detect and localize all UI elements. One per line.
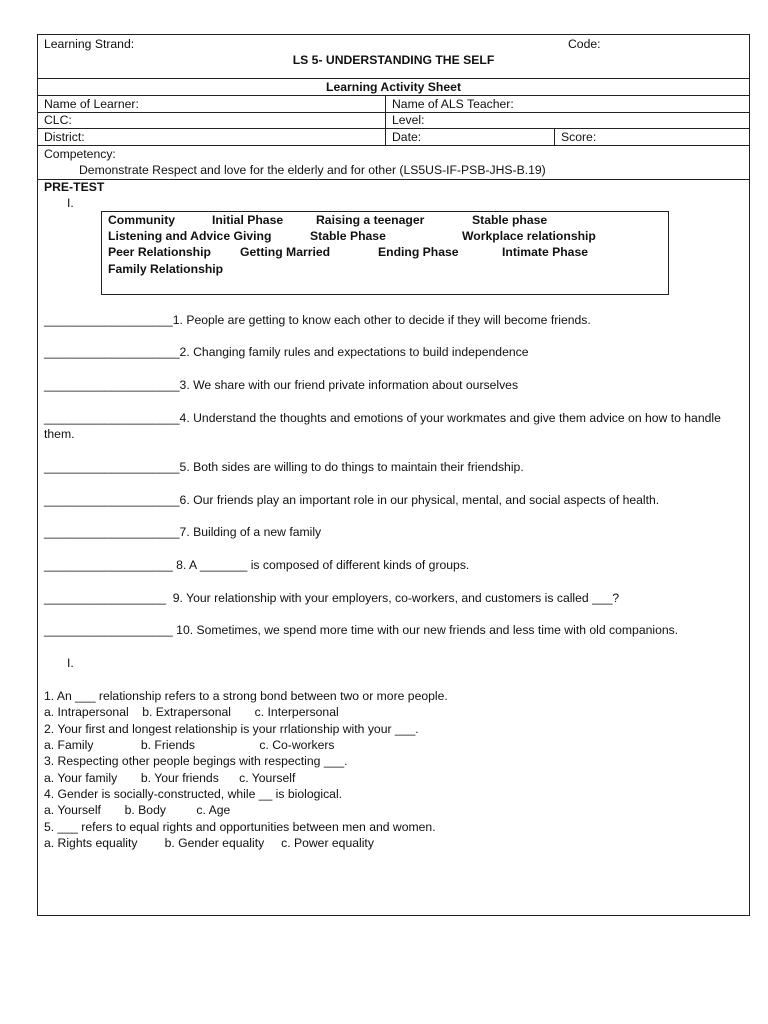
question-item: ____________________5. Both sides are willing to do things to maintain their friendship. — [44, 460, 524, 474]
question-item: ____________________6. Our friends play an important role in our physical, mental, and social aspects of health. — [44, 493, 660, 507]
term: Stable Phase — [310, 229, 386, 243]
mcq-line: 3. Respecting other people begings with respecting ___. — [44, 754, 348, 768]
question-item: __________________ 9. Your relationship with your employers, co-workers, and customers is called ___? — [44, 591, 620, 605]
term: Family Relationship — [108, 262, 224, 276]
part-numeral: I. — [67, 196, 74, 210]
competency-label: Competency: — [44, 147, 116, 161]
divider — [38, 128, 749, 129]
term: Workplace relationship — [462, 229, 596, 243]
competency-text: Demonstrate Respect and love for the elderly and for other (LS5US-IF-PSB-JHS-B.19) — [79, 163, 546, 177]
pretest-heading: PRE-TEST — [44, 180, 105, 194]
term: Peer Relationship — [108, 245, 211, 259]
mcq-line: 5. ___ refers to equal rights and opportunities between men and women. — [44, 820, 436, 834]
question-item: ____________________4. Understand the thoughts and emotions of your workmates and give them advice on how to handle them. — [44, 411, 721, 441]
activity-sheet — [37, 34, 750, 916]
date-field: Date: — [392, 130, 422, 144]
mcq-choices: a. Your family b. Your friends c. Yourself — [44, 771, 296, 785]
question-item: ___________________1. People are getting to know each other to decide if they will become friends. — [44, 313, 591, 327]
mcq-choices: a. Yourself b. Body c. Age — [44, 803, 231, 817]
code-label: Code: — [568, 37, 601, 51]
mcq-line: 2. Your first and longest relationship is your rrlationship with your ___. — [44, 722, 419, 736]
question-item: ____________________2. Changing family rules and expectations to build independence — [44, 345, 529, 359]
term: Initial Phase — [212, 213, 284, 227]
mcq-line: 4. Gender is socially-constructed, while __ is biological. — [44, 787, 343, 801]
learner-name-field: Name of Learner: — [44, 97, 139, 111]
term: Intimate Phase — [502, 245, 589, 259]
divider — [38, 145, 749, 146]
question-item: ___________________ 10. Sometimes, we spend more time with our new friends and less time with old companions. — [44, 623, 679, 637]
mcq-line: 1. An ___ relationship refers to a strong bond between two or more people. — [44, 689, 448, 703]
word-bank — [101, 211, 669, 295]
column-divider — [554, 128, 555, 145]
question-item: ___________________ 8. A _______ is composed of different kinds of groups. — [44, 558, 470, 572]
district-field: District: — [44, 130, 85, 144]
teacher-name-field: Name of ALS Teacher: — [392, 97, 514, 111]
sheet-header — [38, 35, 749, 79]
sheet-subtitle: Learning Activity Sheet — [326, 80, 461, 94]
column-divider — [385, 95, 386, 145]
part-numeral: I. — [67, 656, 74, 670]
term: Ending Phase — [378, 245, 459, 259]
score-field: Score: — [561, 130, 597, 144]
level-field: Level: — [392, 113, 425, 127]
term: Community — [108, 213, 176, 227]
question-item: ____________________7. Building of a new family — [44, 525, 322, 539]
mcq-choices: a. Family b. Friends c. Co-workers — [44, 738, 335, 752]
term: Getting Married — [240, 245, 331, 259]
question-item: ____________________3. We share with our friend private information about ourselves — [44, 378, 519, 392]
mcq-choices: a. Rights equality b. Gender equality c. Power equality — [44, 836, 374, 850]
learning-strand-label: Learning Strand: — [44, 37, 135, 51]
divider — [38, 95, 749, 96]
sheet-title: LS 5- UNDERSTANDING THE SELF — [292, 53, 495, 67]
term: Raising a teenager — [316, 213, 425, 227]
term: Stable phase — [472, 213, 548, 227]
term: Listening and Advice Giving — [108, 229, 272, 243]
mcq-choices: a. Intrapersonal b. Extrapersonal c. Interpersonal — [44, 705, 339, 719]
divider — [38, 179, 749, 180]
clc-field: CLC: — [44, 113, 72, 127]
